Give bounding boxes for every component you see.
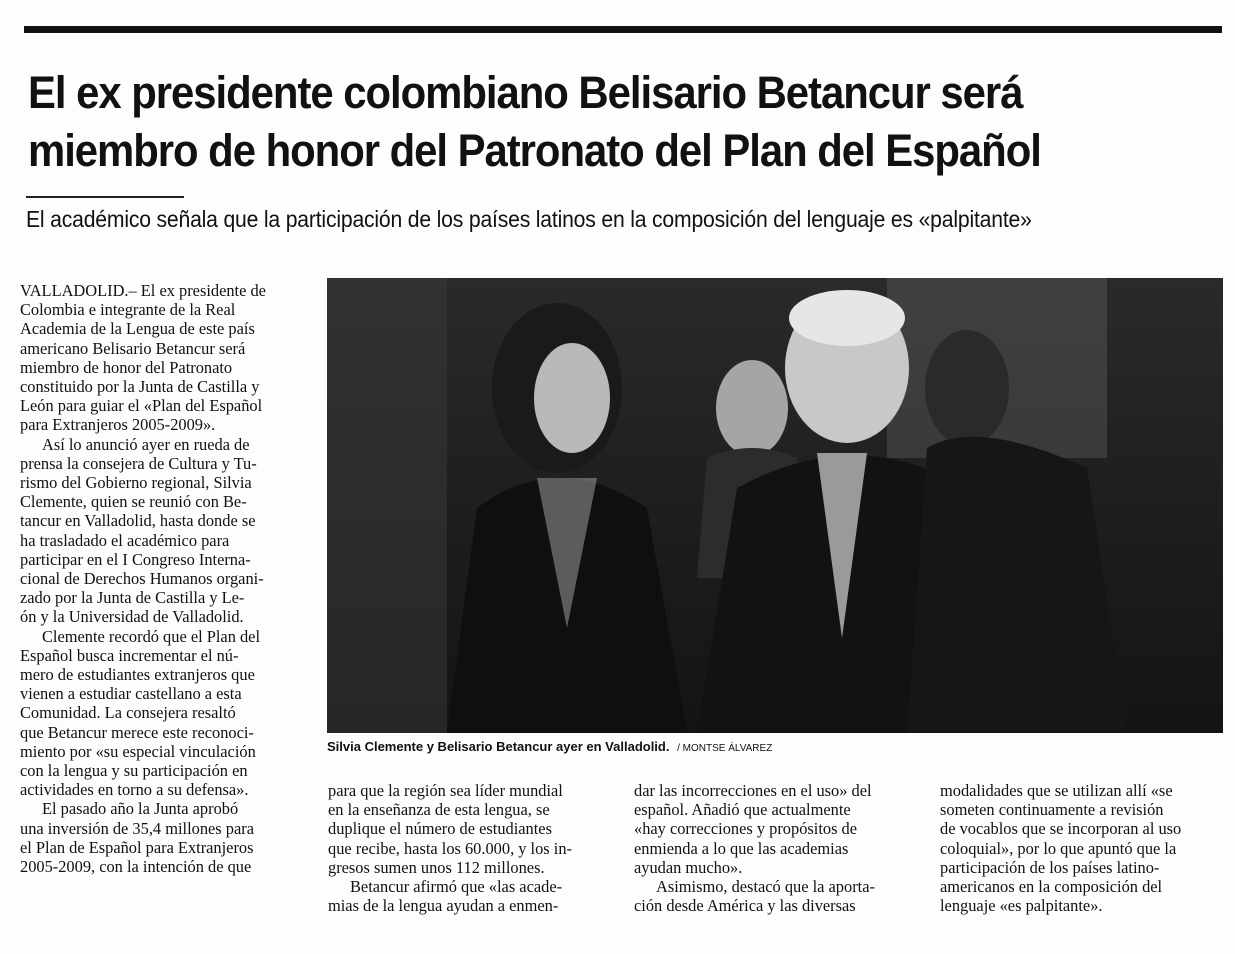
column-line: el Plan de Español para Extranjeros — [20, 837, 254, 857]
column-line: vienen a estudiar castellano a esta — [20, 684, 242, 704]
column-line: participar en el I Congreso Interna- — [20, 549, 251, 569]
column-line: ayudan mucho». — [634, 857, 743, 877]
column-line: mero de estudiantes extranjeros que — [20, 665, 255, 685]
article-column-3 — [634, 781, 910, 915]
column-line: coloquial», por lo que apuntó que la — [940, 838, 1177, 858]
column-line: actividades en torno a su defensa». — [20, 780, 249, 800]
column-line: Clemente, quien se reunió con Be- — [20, 492, 247, 512]
column-line: para que la región sea líder mundial — [328, 781, 563, 800]
photo-caption-text: Silvia Clemente y Belisario Betancur ayer en Valladolid. — [327, 739, 670, 754]
column-line: miento por «su especial vinculación — [20, 741, 256, 761]
column-line: dar las incorrecciones en el uso» del — [634, 781, 872, 800]
column-line: ón y la Universidad de Valladolid. — [20, 607, 244, 627]
column-line: someten continuamente a revisión — [940, 800, 1164, 820]
column-line: tancur en Valladolid, hasta donde se — [20, 511, 256, 531]
column-line: de vocablos que se incorporan al uso — [940, 819, 1182, 839]
column-line: El pasado año la Junta aprobó — [42, 799, 239, 819]
headline-line-1: El ex presidente colombiano Belisario Betancur será — [28, 67, 1023, 118]
subhead-rule — [26, 196, 184, 198]
column-line: español. Añadió que actualmente — [634, 800, 851, 820]
column-line: zado por la Junta de Castilla y Le- — [20, 588, 245, 608]
column-line: constituido por la Junta de Castilla y — [20, 377, 260, 397]
column-line: León para guiar el «Plan del Español — [20, 396, 263, 416]
article-column-4 — [940, 781, 1218, 915]
column-line: que recibe, hasta los 60.000, y los in- — [328, 838, 572, 858]
article-column-1 — [20, 281, 301, 876]
photo-illustration — [327, 278, 1223, 733]
column-line: «hay correcciones y propósitos de — [634, 819, 858, 839]
column-line: gresos sumen unos 112 millones. — [328, 857, 545, 877]
column-line: para Extranjeros 2005-2009». — [20, 415, 216, 435]
column-line: Asimismo, destacó que la aporta- — [656, 877, 875, 897]
subhead: El académico señala que la participación de los países latinos en la composición del lenguaje es «palpitante» — [26, 206, 1032, 232]
column-line: VALLADOLID.– El ex presidente de — [20, 281, 266, 300]
column-line: una inversión de 35,4 millones para — [20, 818, 254, 838]
column-line: miembro de honor del Patronato — [20, 357, 233, 377]
column-line: en la enseñanza de esta lengua, se — [328, 800, 550, 820]
column-line: ha trasladado el académico para — [20, 530, 230, 550]
column-line: prensa la consejera de Cultura y Tu- — [20, 453, 257, 473]
column-line: duplique el número de estudiantes — [328, 819, 552, 839]
column-line: modalidades que se utilizan allí «se — [940, 781, 1173, 800]
column-line: Español busca incrementar el nú- — [20, 645, 239, 665]
top-rule — [24, 26, 1222, 33]
column-line: Colombia e integrante de la Real — [20, 300, 236, 320]
column-line: Clemente recordó que el Plan del — [42, 626, 261, 646]
article-column-2 — [328, 781, 604, 915]
column-line: ción desde América y las diversas — [634, 896, 856, 916]
column-line: Betancur afirmó que «las acade- — [350, 877, 563, 897]
column-line: americanos en la composición del — [940, 877, 1163, 897]
column-line: cional de Derechos Humanos organi- — [20, 569, 264, 589]
column-line: lenguaje «es palpitante». — [940, 896, 1103, 916]
column-line: Academia de la Lengua de este país — [20, 319, 255, 339]
column-line: rismo del Gobierno regional, Silvia — [20, 473, 252, 493]
column-line: Comunidad. La consejera resaltó — [20, 703, 236, 723]
photo-credit: / MONTSE ÁLVAREZ — [677, 743, 773, 754]
headline — [28, 64, 1135, 180]
column-line: mias de la lengua ayudan a enmen- — [328, 896, 559, 916]
headline-line-2: miembro de honor del Patronato del Plan del Español — [28, 125, 1041, 176]
column-line: americano Belisario Betancur será — [20, 338, 246, 358]
news-photo — [327, 278, 1223, 733]
photo-caption — [327, 739, 772, 754]
column-line: participación de los países latino- — [940, 857, 1160, 877]
column-line: que Betancur merece este reconoci- — [20, 722, 254, 742]
column-line: Así lo anunció ayer en rueda de — [42, 434, 250, 454]
column-line: con la lengua y su participación en — [20, 761, 248, 781]
column-line: 2005-2009, con la intención de que — [20, 857, 252, 877]
column-line: enmienda a lo que las academias — [634, 838, 849, 858]
